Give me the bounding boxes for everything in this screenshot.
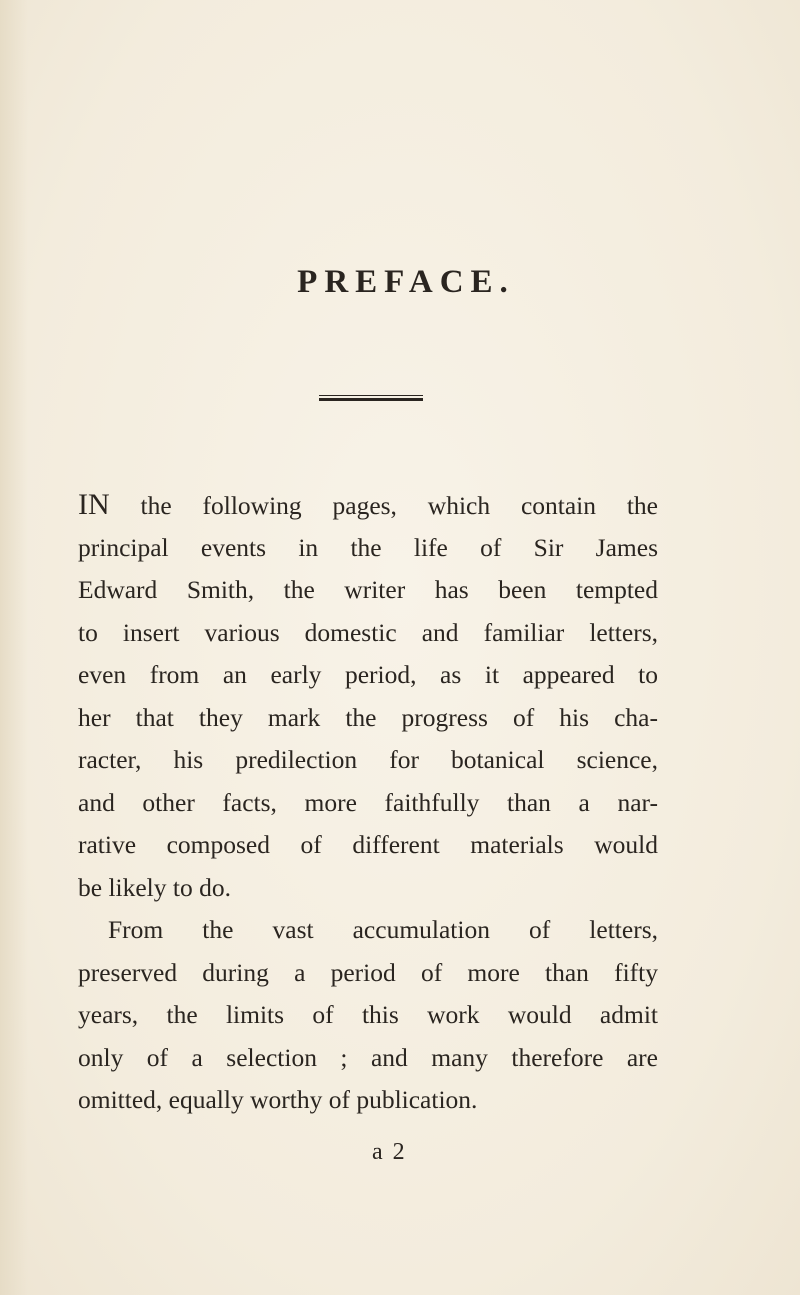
body-text xyxy=(78,484,658,1122)
text-line: and other facts, more faithfully than a nar- xyxy=(78,787,658,817)
text-line: even from an early period, as it appeared to xyxy=(78,660,658,689)
drop-initial: IN xyxy=(78,488,110,521)
text-line: be likely to do. xyxy=(78,872,231,902)
text-line: omitted, equally worthy of publication. xyxy=(78,1085,478,1114)
text-line: years, the limits of this work would admit xyxy=(78,1000,658,1029)
text-line: to insert various domestic and familiar letters, xyxy=(78,617,658,647)
text-line: rative composed of different materials would xyxy=(78,830,658,859)
text-line xyxy=(78,484,658,527)
text-line: racter, his predilection for botanical science, xyxy=(78,745,658,774)
signature-mark: a 2 xyxy=(372,1139,407,1165)
page-title: PREFACE. xyxy=(297,264,515,300)
text-line: Edward Smith, the writer has been tempted xyxy=(78,575,658,604)
title-rule xyxy=(319,395,423,401)
text-line: principal events in the life of Sir James xyxy=(78,532,658,562)
rule-thin-line xyxy=(319,395,423,396)
text-line: From the vast accumulation of letters, xyxy=(108,915,658,944)
page-gutter-shadow xyxy=(0,0,28,1295)
text-line: only of a selection ; and many therefore are xyxy=(78,1042,658,1072)
text-line: her that they mark the progress of his cha- xyxy=(78,702,658,732)
text-line: preserved during a period of more than fifty xyxy=(78,957,658,987)
text-line-content: the following pages, which contain the xyxy=(140,491,658,520)
rule-thick-line xyxy=(319,398,423,401)
